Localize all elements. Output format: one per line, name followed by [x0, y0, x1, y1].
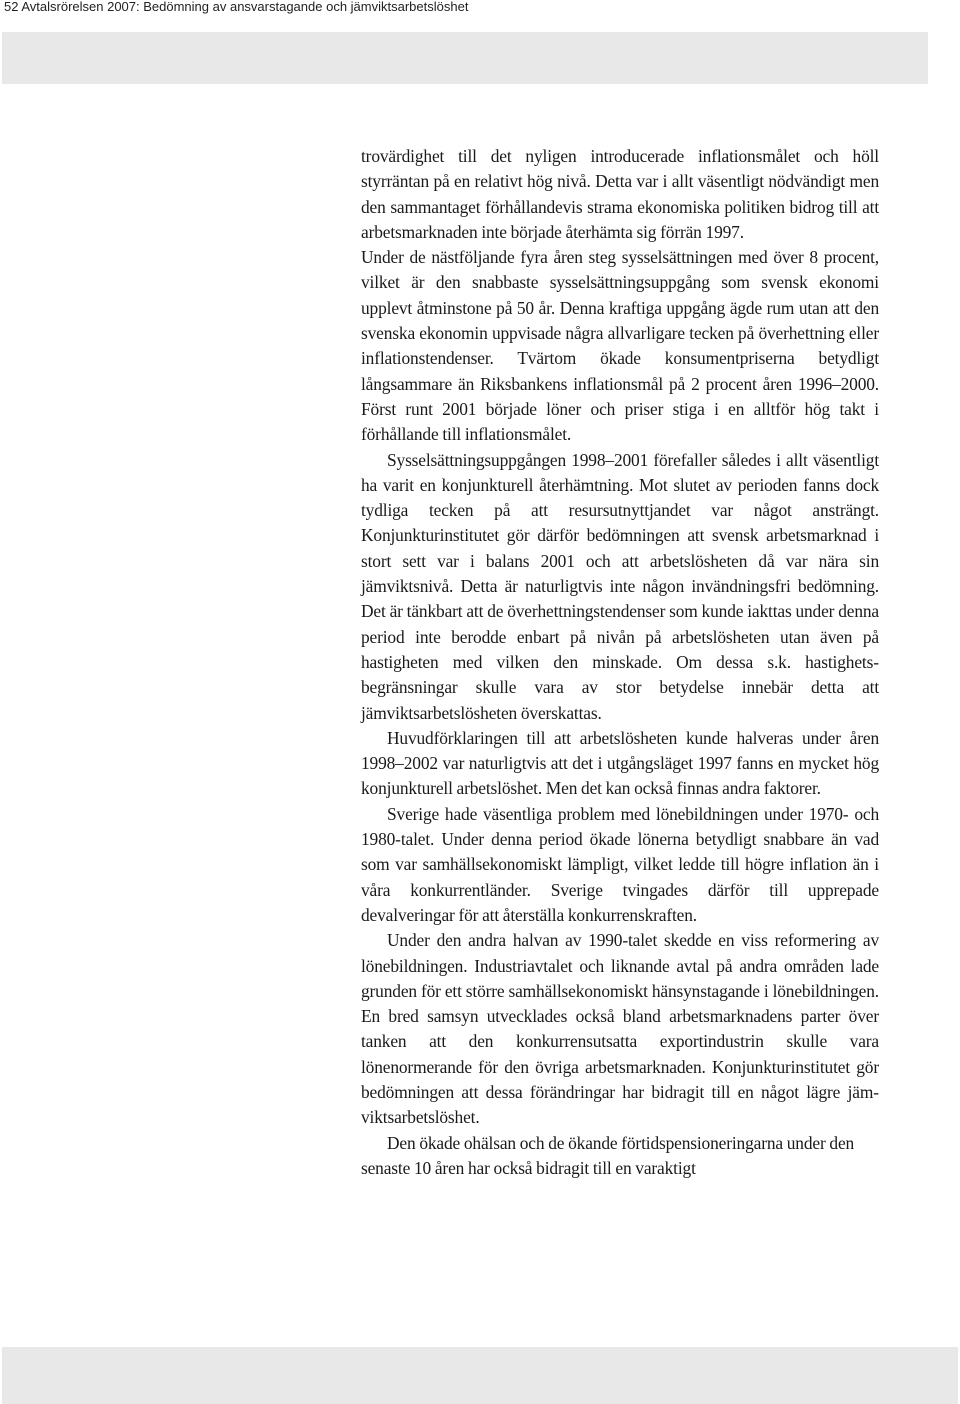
paragraph-5: Sverige hade väsentliga problem med lönebildningen under 1970- och 1980-talet. Under denna period ökade lönerna betydligt snabbare än vad som var samhällsekonomiskt lämpligt, vilket ledde till högre inflation än i våra konkurrentländer. Sverige tvingades därför till upprepade devalveringar för att återställa konkurrenskraften.	[361, 803, 879, 925]
body-text	[361, 144, 879, 1181]
paragraph-4: Huvudförklaringen till att arbetslösheten kunde halveras under åren 1998–2002 var naturligtvis att det i utgångsläget 1997 fanns en mycket hög konjunkturell arbetslöshet. Men det kan också finnas andra faktorer.	[361, 727, 879, 799]
paragraph-7: Den ökade ohälsan och de ökande förtidspensioneringarna under den senaste 10 åren har också bidragit till en varaktigt	[361, 1132, 855, 1178]
paragraph-2: Under de nästföljande fyra åren steg sysselsättningen med över 8 procent, vilket är den snabbaste sysselsättningsuppgång som svensk ekonomi upplevt åtminstone på 50 år. Denna kraftiga uppgång ägde rum utan att den svenska ekonomin uppvisade några allvarligare tecken på överhettning eller inflationstendenser. Tvärtom ökade konsumentpriserna betydligt långsammare än Riksbankens inflationsmål på 2 procent åren 1996–2000. Först runt 2001 började löner och priser stiga i en alltför hög takt i förhållande till inflationsmålet.	[361, 247, 879, 445]
footer-band	[2, 1347, 958, 1404]
paragraph-6: Under den andra halvan av 1990-talet skedde en viss reformering av lönebildningen. Industriavtalet och liknande avtal på andra områden lade grunden för ett större samhällsekonomiskt hänsynstagande i lönebildningen. En bred samsyn utvecklades också bland arbetsmarknadens parter över tanken att den konkurrensutsatta exportindustrin skulle vara lönenormerande för den övriga arbetsmarknaden. Konjunkturinstitutet gör bedömningen att dessa förändringar har bidragit till en något lägre jämviktsarbetslöshet.	[361, 930, 879, 1128]
running-header: 52 Avtalsrörelsen 2007: Bedömning av ansvarstagande och jämviktsarbetslöshet	[4, 0, 469, 14]
paragraph-3: Sysselsättningsuppgången 1998–2001 förefaller således i allt väsentligt ha varit en konjunkturell återhämtning. Mot slutet av perioden fanns dock tydliga tecken på att resursutnyttjandet var något ansträngt. Konjunkturinstitutet gör därför bedömningen att svensk arbetsmarknad i stort sett var i balans 2001 och att arbetslösheten då var nära sin jämviktsnivå. Detta är naturligtvis inte någon invändningsfri bedömning. Det är tänkbart att de överhettningstendenser som kunde iakttas under denna period inte berodde enbart på nivån på arbetslösheten utan även på hastigheten med vilken den minskade. Om dessa s.k. hastighetsbegränsningar skulle vara av stor betydelse innebär detta att jämviktsarbetslösheten överskattas.	[361, 449, 879, 723]
header-band	[2, 32, 928, 84]
paragraph-1: trovärdighet till det nyligen introducerade inflationsmålet och höll styrräntan på en relativt hög nivå. Detta var i allt väsentligt nödvändigt men den sammantaget förhållandevis strama ekonomiska politiken bidrog till att arbetsmarknaden inte började återhämta sig förrän 1997.	[361, 146, 879, 242]
